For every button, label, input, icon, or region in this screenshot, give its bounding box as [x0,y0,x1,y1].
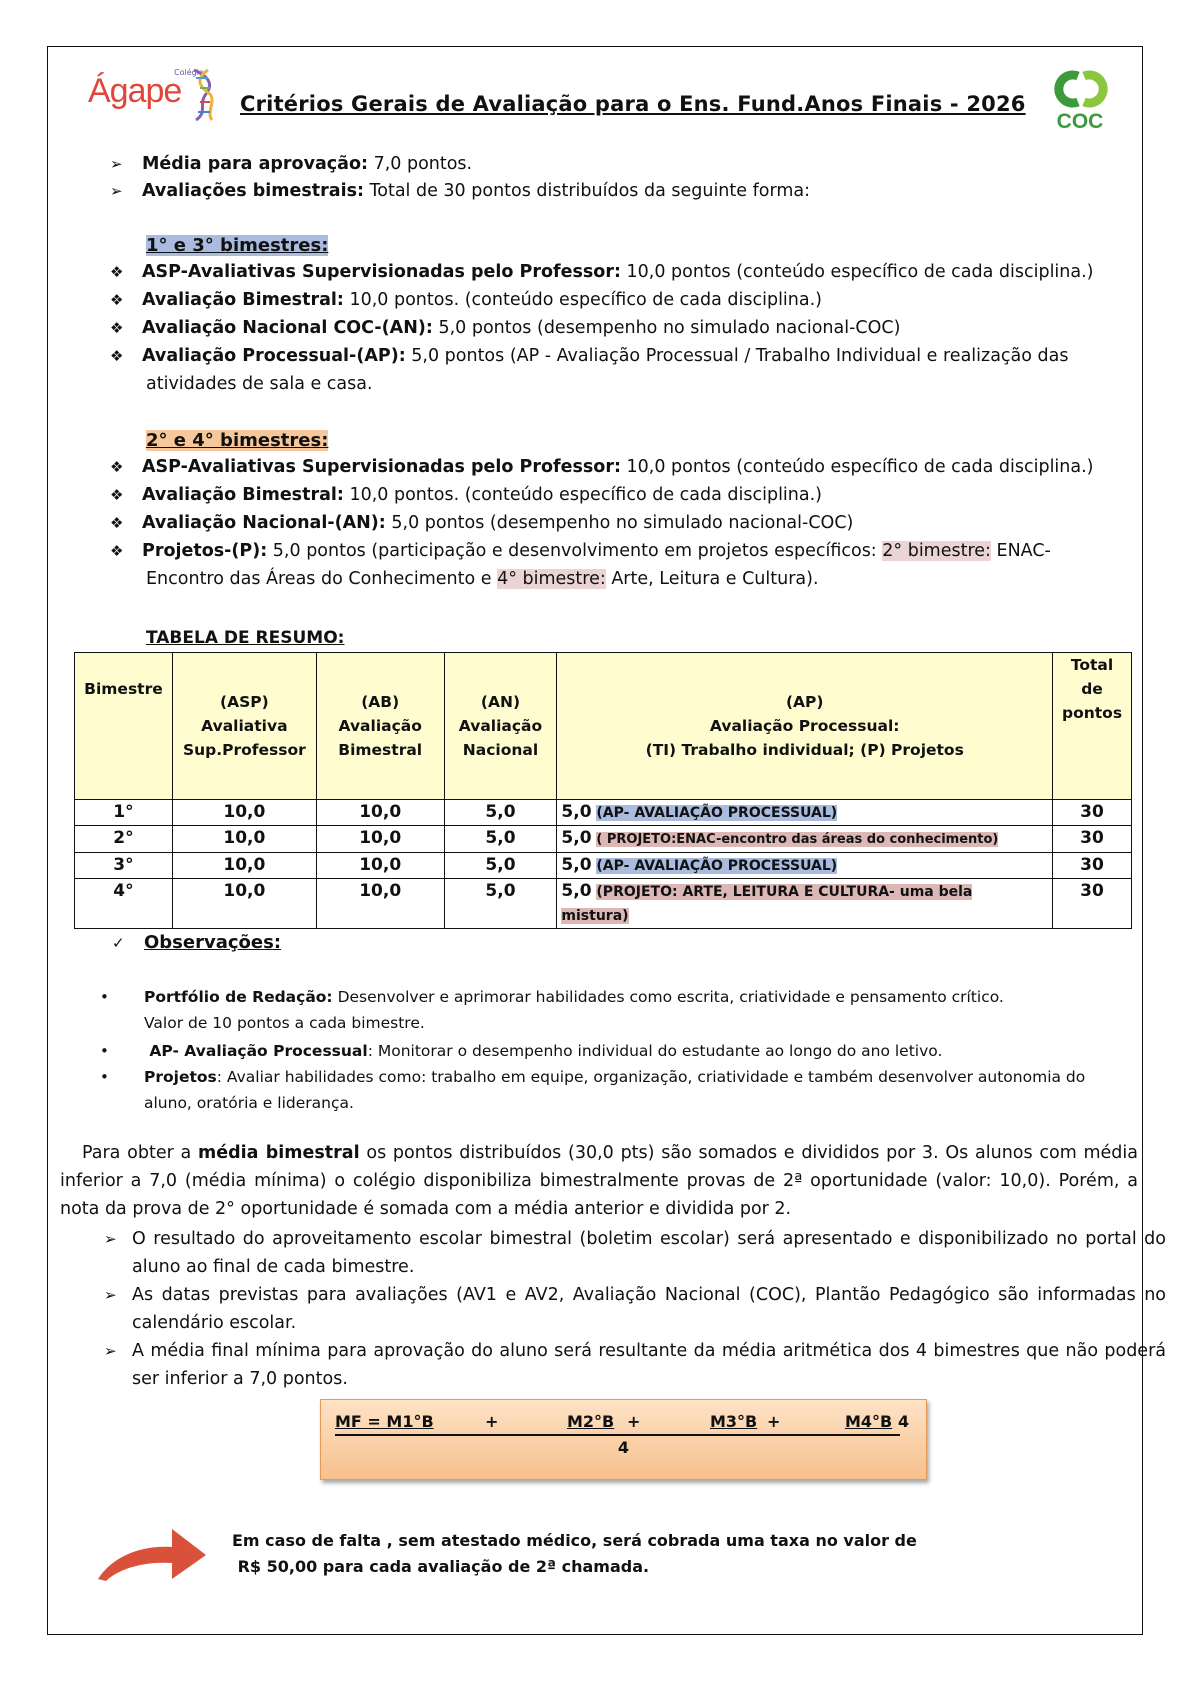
header-total [1053,653,1132,800]
header-text: Avaliação Processual: [709,717,900,735]
diamond-bullet-icon: ❖ [110,319,124,337]
diamond-bullet-icon: ❖ [110,486,124,504]
criteria-item-continuation: atividades de sala e casa. [146,374,373,394]
observation-label: Portfólio de Redação: [144,988,333,1006]
criteria-item [110,315,900,342]
criteria-text: Arte, Leitura e Cultura). [605,569,819,589]
cell-bimestre: 1° [75,800,173,826]
cell-an: 5,0 [444,853,557,879]
cell-ap [557,879,1053,929]
header-text: (AP) [785,693,824,711]
ap-value: 5,0 [561,802,592,822]
header-text: Bimestre [84,680,163,698]
cell-total: 30 [1053,800,1132,826]
paragraph-text: os pontos distribuídos (30,0 pts) são somados e divididos por 3. Os alunos com média inferior a 7,0 (média mínima) o colégio disponibiliza bimestralmente provas de 2ª oportunidade (valor: 10,0). Porém, a nota da prova de 2° oportunidade é somada com a média anterior e dividida por 2. [60,1143,1138,1219]
cell-total: 30 [1053,879,1132,929]
ap-value: 5,0 [561,881,592,901]
cell-asp: 10,0 [172,879,316,929]
header-text: pontos [1061,704,1123,722]
criteria-text: 10,0 pontos (conteúdo específico de cada disciplina.) [620,457,1094,477]
cell-bimestre: 3° [75,853,173,879]
intro-item [110,178,810,205]
cell-ab: 10,0 [316,879,444,929]
ap-note: (AP- AVALIAÇÃO PROCESSUAL) [596,805,838,821]
criteria-text: 5,0 pontos (participação e desenvolvimento em projetos específicos: [267,541,883,561]
paragraph-bold: média bimestral [198,1143,360,1163]
criteria-label: ASP-Avaliativas Supervisionadas pelo Professor: [142,262,621,282]
formula-term: M3°B [710,1412,758,1431]
diamond-bullet-icon: ❖ [110,514,124,532]
ap-value: 5,0 [561,855,592,875]
dot-bullet-icon: • [100,1068,109,1086]
formula-denominator: 4 [617,1438,630,1457]
arrow-bullet-icon: ➢ [110,155,123,173]
intro-item [110,151,472,178]
cell-asp: 10,0 [172,800,316,826]
criteria-item-projetos [110,538,1051,565]
diamond-bullet-icon: ❖ [110,542,124,560]
observation-text: : Avaliar habilidades como: trabalho em equipe, organização, criatividade e também desenvolver autonomia do [216,1068,1086,1086]
cell-bimestre: 4° [75,879,173,929]
table-row [75,853,1132,879]
criteria-item [110,482,822,509]
table-row [75,879,1132,929]
criteria-item [110,287,822,314]
intro-text: 7,0 pontos. [368,154,473,174]
observation-text: Desenvolver e aprimorar habilidades como escrita, criatividade e pensamento crítico. [332,988,1004,1006]
note-item [104,1225,1166,1281]
note-text: As datas previstas para avaliações (AV1 e AV2, Avaliação Nacional (COC), Plantão Pedagógico são informadas no calendário escolar. [132,1285,1166,1333]
criteria-label: Avaliação Nacional-(AN): [142,513,386,533]
header-an [444,653,557,800]
header-text: Avaliação [458,717,543,735]
arrow-bullet-icon: ➢ [104,1230,117,1248]
header-text: (AB) [361,693,400,711]
criteria-label: Avaliação Nacional COC-(AN): [142,318,433,338]
formula-plus: + [485,1412,499,1431]
heading-text: 2° e 4° bimestres: [146,430,329,451]
note-text: O resultado do aproveitamento escolar bimestral (boletim escolar) será apresentado e disponibilizado no portal do aluno ao final de cada bimestre. [132,1229,1166,1277]
criteria-label: ASP-Avaliativas Supervisionadas pelo Professor: [142,457,621,477]
dot-bullet-icon: • [100,1042,109,1060]
cell-total: 30 [1053,853,1132,879]
page-title: Critérios Gerais de Avaliação para o Ens. Fund.Anos Finais - 2026 [240,92,1026,116]
header-text: Total [1070,656,1114,674]
media-paragraph [60,1139,1138,1223]
header-text: (TI) Trabalho individual; (P) Projetos [645,741,964,759]
header-ab [316,653,444,800]
header-text: de [1081,680,1103,698]
header-bimestre [75,653,173,800]
agape-logo-text: Ágape [88,72,182,110]
intro-text: Total de 30 pontos distribuídos da seguinte forma: [363,181,811,201]
table-header-row [75,653,1132,800]
formula-term: M2°B [567,1412,615,1431]
absence-fee-warning [232,1528,917,1580]
criteria-text: 10,0 pontos (conteúdo específico de cada disciplina.) [620,262,1094,282]
cell-ab: 10,0 [316,853,444,879]
header-text: Nacional [462,741,539,759]
criteria-item [110,454,1094,481]
coc-logo [1050,70,1110,134]
checkmark-icon: ✓ [112,934,125,952]
ap-note-continuation: mistura) [561,908,629,924]
ap-value: 5,0 [561,828,592,848]
diamond-bullet-icon: ❖ [110,263,124,281]
criteria-item-continuation [146,566,819,593]
cell-ap [557,800,1053,826]
note-item [104,1337,1166,1393]
observation-item [100,1039,942,1064]
cell-ab: 10,0 [316,826,444,853]
caption-text: TABELA DE RESUMO: [146,628,345,648]
cell-ap [557,826,1053,853]
coc-logo-text: COC [1056,110,1104,133]
header-text: Sup.Professor [182,741,306,759]
section-1-3-heading [146,232,328,260]
criteria-item [110,510,853,537]
dot-bullet-icon: • [100,988,109,1006]
ap-note: ( PROJETO:ENAC-encontro das áreas do conhecimento) [596,832,999,847]
paragraph-text: Para obter a [82,1143,199,1163]
formula-term: M4°B [845,1412,893,1431]
summary-table [74,652,1132,929]
highlight-2-bimestre: 2° bimestre: [882,541,991,561]
observation-item [100,985,1004,1010]
ap-note: (PROJETO: ARTE, LEITURA E CULTURA- uma bela [596,884,973,900]
table-row [75,800,1132,826]
observation-continuation: Valor de 10 pontos a cada bimestre. [144,1014,425,1032]
formula-plus: + [627,1412,641,1431]
arrow-bullet-icon: ➢ [110,182,123,200]
diamond-bullet-icon: ❖ [110,458,124,476]
intro-label: Avaliações bimestrais: [142,181,364,201]
cell-bimestre: 2° [75,826,173,853]
cell-asp: 10,0 [172,853,316,879]
dna-helix-icon [188,66,218,122]
header-text: (AN) [480,693,521,711]
warning-text: Em caso de falta , sem atestado médico, será cobrada uma taxa no valor de [232,1531,917,1550]
cell-an: 5,0 [444,800,557,826]
criteria-text: 10,0 pontos. (conteúdo específico de cada disciplina.) [343,290,823,310]
note-text: A média final mínima para aprovação do aluno será resultante da média aritmética dos 4 bimestres que não poderá ser inferior a 7,0 pontos. [132,1341,1166,1389]
criteria-label: Avaliação Bimestral: [142,485,344,505]
section-2-4-heading [146,427,328,455]
cell-an: 5,0 [444,826,557,853]
cell-ab: 10,0 [316,800,444,826]
observation-continuation: aluno, oratória e liderança. [144,1094,354,1112]
criteria-label: Avaliação Processual-(AP): [142,346,406,366]
heading-text: Observações: [144,932,282,953]
intro-label: Média para aprovação: [142,154,368,174]
observation-label: Projetos [144,1068,217,1086]
ap-note: (AP- AVALIAÇÃO PROCESSUAL) [596,858,838,874]
coc-rings-icon [1054,70,1108,108]
warning-text: R$ 50,00 para cada avaliação de 2ª chamada. [232,1557,650,1576]
observation-text: : Monitorar o desempenho individual do estudante ao longo do ano letivo. [367,1042,943,1060]
diamond-bullet-icon: ❖ [110,347,124,365]
formula-term: MF = M1°B [335,1412,434,1431]
arrow-bullet-icon: ➢ [104,1342,117,1360]
header-asp [172,653,316,800]
observacoes-heading [112,929,281,957]
header-text: Avaliação [338,717,422,735]
formula-term-suffix: 4 [898,1412,910,1431]
curved-arrow-icon [92,1523,212,1583]
criteria-text: 10,0 pontos. (conteúdo específico de cada disciplina.) [343,485,823,505]
formula-plus: + [767,1412,781,1431]
arrow-bullet-icon: ➢ [104,1286,117,1304]
cell-ap [557,853,1053,879]
agape-logo-subtext: Colégio [174,68,204,77]
criteria-text: 5,0 pontos (desempenho no simulado nacional-COC) [385,513,854,533]
agape-logo [88,66,218,122]
criteria-text: 5,0 pontos (AP - Avaliação Processual / Trabalho Individual e realização das [405,346,1069,366]
header-text: (ASP) [220,693,269,711]
criteria-label: Projetos-(P): [142,541,268,561]
cell-an: 5,0 [444,879,557,929]
header-text: Avaliativa [201,717,288,735]
cell-total: 30 [1053,826,1132,853]
formula-numerator [335,1412,910,1436]
highlight-4-bimestre: 4° bimestre: [497,569,606,589]
criteria-text: Encontro das Áreas do Conhecimento e [146,569,498,589]
table-caption [146,625,344,652]
header-ap [557,653,1053,800]
criteria-label: Avaliação Bimestral: [142,290,344,310]
criteria-item [110,343,1069,370]
table-row [75,826,1132,853]
criteria-text: 5,0 pontos (desempenho no simulado nacional-COC) [432,318,901,338]
cell-asp: 10,0 [172,826,316,853]
note-item [104,1281,1166,1337]
observation-label: AP- Avaliação Processual [144,1042,368,1060]
criteria-item [110,259,1094,286]
formula-box [320,1399,927,1480]
observation-item [100,1065,1085,1090]
diamond-bullet-icon: ❖ [110,291,124,309]
criteria-text: ENAC- [990,541,1051,561]
heading-text: 1° e 3° bimestres: [146,235,329,256]
header-text: Bimestral [338,741,423,759]
